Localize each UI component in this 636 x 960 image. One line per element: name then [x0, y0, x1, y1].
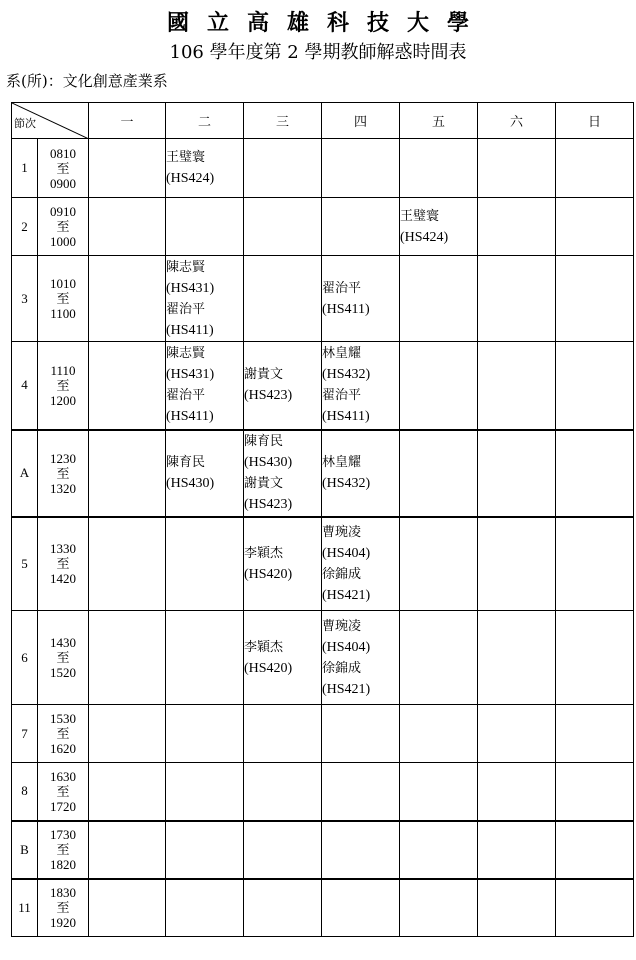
time-start: 1830 — [50, 885, 76, 901]
time-end: 0900 — [50, 175, 76, 191]
day-header: 五 — [400, 103, 478, 139]
schedule-cell — [322, 705, 400, 763]
time-to: 至 — [56, 650, 70, 665]
time-start: 0910 — [50, 204, 76, 219]
schedule-cell — [478, 821, 556, 879]
corner-cell — [12, 103, 89, 139]
room-number: (HS404) — [322, 545, 371, 561]
schedule-cell — [478, 256, 556, 342]
schedule-cell — [400, 342, 478, 430]
teacher-name: 翟治平 — [322, 388, 362, 404]
day-header: 日 — [556, 103, 634, 139]
schedule-cell — [166, 430, 244, 517]
day-header: 三 — [244, 103, 322, 139]
time-start: 1230 — [50, 450, 76, 466]
time-start: 1630 — [50, 768, 76, 784]
schedule-cell — [400, 139, 478, 198]
time-end: 1420 — [50, 571, 76, 587]
schedule-cell — [166, 342, 244, 430]
time-end: 1720 — [50, 798, 76, 814]
schedule-cell — [89, 139, 166, 198]
schedule-cell — [400, 611, 478, 705]
schedule-cell — [89, 821, 166, 879]
time-start: 1730 — [50, 827, 76, 842]
teacher-name: 徐錦成 — [322, 566, 362, 582]
period-row — [12, 430, 634, 517]
period-row — [12, 611, 634, 705]
room-number: (HS411) — [322, 301, 370, 317]
schedule-cell — [556, 879, 634, 937]
schedule-cell — [244, 705, 322, 763]
corner-label: 節次 — [14, 117, 36, 130]
period-label: 1 — [12, 139, 38, 198]
schedule-cell — [244, 198, 322, 256]
period-label: A — [12, 430, 38, 517]
department-label: 系(所)：文化創意產業系 — [6, 72, 168, 90]
schedule-cell — [400, 763, 478, 821]
time-range — [38, 821, 89, 879]
schedule-cell — [400, 430, 478, 517]
day-header: 二 — [166, 103, 244, 139]
schedule-cell — [400, 256, 478, 342]
schedule-cell — [166, 763, 244, 821]
schedule-cell — [89, 611, 166, 705]
schedule-cell — [166, 517, 244, 611]
schedule-cell — [556, 256, 634, 342]
period-row — [12, 342, 634, 430]
day-header: 六 — [478, 103, 556, 139]
period-label: 6 — [12, 611, 38, 705]
time-start: 1010 — [50, 276, 76, 291]
schedule-cell — [478, 198, 556, 256]
time-to: 至 — [56, 900, 70, 916]
time-range — [38, 198, 89, 256]
schedule-cell — [556, 611, 634, 705]
period-row — [12, 198, 634, 256]
teacher-name: 陳志賢 — [166, 346, 206, 362]
time-end: 1100 — [50, 306, 76, 321]
room-number: (HS411) — [166, 409, 214, 425]
room-number: (HS423) — [244, 497, 293, 512]
time-start: 0810 — [50, 145, 76, 161]
schedule-cell — [478, 139, 556, 198]
schedule-cell — [556, 198, 634, 256]
schedule-cell — [89, 342, 166, 430]
schedule-cell — [166, 198, 244, 256]
time-range — [38, 430, 89, 517]
schedule-cell — [89, 517, 166, 611]
schedule-cell — [244, 342, 322, 430]
schedule-cell — [400, 517, 478, 611]
schedule-cell — [322, 611, 400, 705]
schedule-cell — [244, 879, 322, 937]
teacher-name: 謝貴文 — [244, 367, 284, 383]
schedule-cell — [166, 256, 244, 342]
time-to: 至 — [56, 219, 70, 234]
day-header: 一 — [89, 103, 166, 139]
schedule-cell — [244, 763, 322, 821]
schedule-cell — [322, 821, 400, 879]
room-number: (HS420) — [244, 660, 293, 676]
schedule-cell — [478, 342, 556, 430]
room-number: (HS420) — [244, 566, 293, 582]
room-number: (HS411) — [322, 409, 370, 425]
time-end: 1000 — [50, 234, 76, 249]
page-title: 國立高雄科技大學 — [166, 10, 487, 36]
schedule-cell — [400, 198, 478, 256]
teacher-name: 徐錦成 — [322, 660, 362, 676]
schedule-cell — [166, 611, 244, 705]
period-label: 11 — [12, 879, 38, 937]
schedule-cell — [89, 879, 166, 937]
period-label: 5 — [12, 517, 38, 611]
period-row — [12, 256, 634, 342]
schedule-cell — [556, 763, 634, 821]
schedule-cell — [478, 879, 556, 937]
schedule-cell — [89, 430, 166, 517]
time-start: 1430 — [50, 635, 76, 650]
schedule-cell — [478, 517, 556, 611]
time-range — [38, 256, 89, 342]
room-number: (HS404) — [322, 639, 371, 655]
schedule-cell — [89, 705, 166, 763]
teacher-name: 陳育民 — [166, 455, 206, 470]
teacher-name: 林皇耀 — [322, 346, 362, 362]
schedule-cell — [244, 430, 322, 517]
schedule-cell — [89, 198, 166, 256]
schedule-cell — [556, 430, 634, 517]
schedule-cell — [322, 342, 400, 430]
time-to: 至 — [56, 377, 70, 393]
teacher-name: 翟治平 — [166, 301, 206, 317]
time-to: 至 — [56, 291, 70, 306]
time-to: 至 — [56, 465, 70, 481]
room-number: (HS430) — [166, 476, 215, 491]
period-row — [12, 517, 634, 611]
teacher-name: 陳志賢 — [166, 259, 206, 275]
time-start: 1330 — [50, 541, 76, 557]
schedule-cell — [322, 879, 400, 937]
room-number: (HS421) — [322, 587, 371, 603]
schedule-cell — [556, 705, 634, 763]
schedule-cell — [478, 763, 556, 821]
room-number: (HS411) — [166, 322, 214, 338]
teacher-name: 王璧寰 — [166, 150, 206, 165]
schedule-cell — [322, 517, 400, 611]
period-row — [12, 763, 634, 821]
time-range — [38, 342, 89, 430]
room-number: (HS432) — [322, 367, 371, 383]
schedule-table — [11, 102, 634, 937]
room-number: (HS421) — [322, 681, 371, 697]
time-range — [38, 705, 89, 763]
time-to: 至 — [56, 556, 70, 572]
schedule-cell — [556, 342, 634, 430]
schedule-cell — [400, 705, 478, 763]
schedule-cell — [322, 139, 400, 198]
schedule-cell — [322, 430, 400, 517]
time-to: 至 — [56, 726, 70, 741]
period-label: 8 — [12, 763, 38, 821]
schedule-cell — [166, 821, 244, 879]
teacher-name: 林皇耀 — [322, 455, 362, 470]
page-subtitle: 106 學年度第 2 學期教師解惑時間表 — [169, 42, 467, 63]
schedule-cell — [89, 256, 166, 342]
schedule-cell — [556, 517, 634, 611]
teacher-name: 王璧寰 — [400, 208, 440, 224]
schedule-cell — [556, 139, 634, 198]
schedule-cell — [400, 879, 478, 937]
time-range — [38, 763, 89, 821]
period-row — [12, 821, 634, 879]
teacher-name: 曹琬凌 — [322, 618, 362, 634]
time-end: 1520 — [50, 665, 76, 680]
period-label: B — [12, 821, 38, 879]
teacher-name: 翟治平 — [166, 388, 206, 404]
room-number: (HS431) — [166, 280, 215, 296]
time-to: 至 — [56, 842, 70, 857]
period-label: 3 — [12, 256, 38, 342]
schedule-cell — [89, 763, 166, 821]
schedule-cell — [478, 430, 556, 517]
teacher-name: 謝貴文 — [244, 476, 284, 491]
time-range — [38, 879, 89, 937]
time-to: 至 — [56, 160, 70, 176]
time-end: 1920 — [50, 915, 76, 931]
header-row — [12, 103, 634, 139]
schedule-cell — [400, 821, 478, 879]
period-row — [12, 705, 634, 763]
schedule-cell — [322, 256, 400, 342]
schedule-cell — [244, 256, 322, 342]
period-row — [12, 879, 634, 937]
room-number: (HS424) — [166, 171, 215, 186]
room-number: (HS431) — [166, 367, 215, 383]
schedule-cell — [166, 705, 244, 763]
schedule-cell — [244, 139, 322, 198]
time-to: 至 — [56, 783, 70, 799]
period-label: 2 — [12, 198, 38, 256]
schedule-cell — [478, 611, 556, 705]
schedule-cell — [322, 198, 400, 256]
schedule-cell — [244, 611, 322, 705]
teacher-name: 曹琬凌 — [322, 524, 362, 540]
room-number: (HS423) — [244, 388, 293, 404]
schedule-cell — [244, 821, 322, 879]
time-end: 1820 — [50, 857, 76, 872]
schedule-cell — [556, 821, 634, 879]
schedule-cell — [478, 705, 556, 763]
period-row — [12, 139, 634, 198]
time-range — [38, 611, 89, 705]
time-end: 1320 — [50, 480, 76, 496]
time-range — [38, 517, 89, 611]
schedule-cell — [166, 139, 244, 198]
teacher-name: 翟治平 — [322, 280, 362, 296]
schedule-cell — [244, 517, 322, 611]
period-label: 7 — [12, 705, 38, 763]
time-start: 1530 — [50, 711, 76, 726]
room-number: (HS432) — [322, 476, 371, 491]
time-end: 1620 — [50, 741, 76, 756]
day-header: 四 — [322, 103, 400, 139]
teacher-name: 陳育民 — [244, 434, 284, 449]
time-start: 1110 — [50, 362, 76, 378]
schedule-cell — [322, 763, 400, 821]
schedule-cell — [166, 879, 244, 937]
room-number: (HS424) — [400, 229, 449, 245]
time-range — [38, 139, 89, 198]
teacher-name: 李穎杰 — [244, 639, 284, 655]
time-end: 1200 — [50, 392, 76, 408]
room-number: (HS430) — [244, 455, 293, 470]
period-label: 4 — [12, 342, 38, 430]
teacher-name: 李穎杰 — [244, 545, 284, 561]
